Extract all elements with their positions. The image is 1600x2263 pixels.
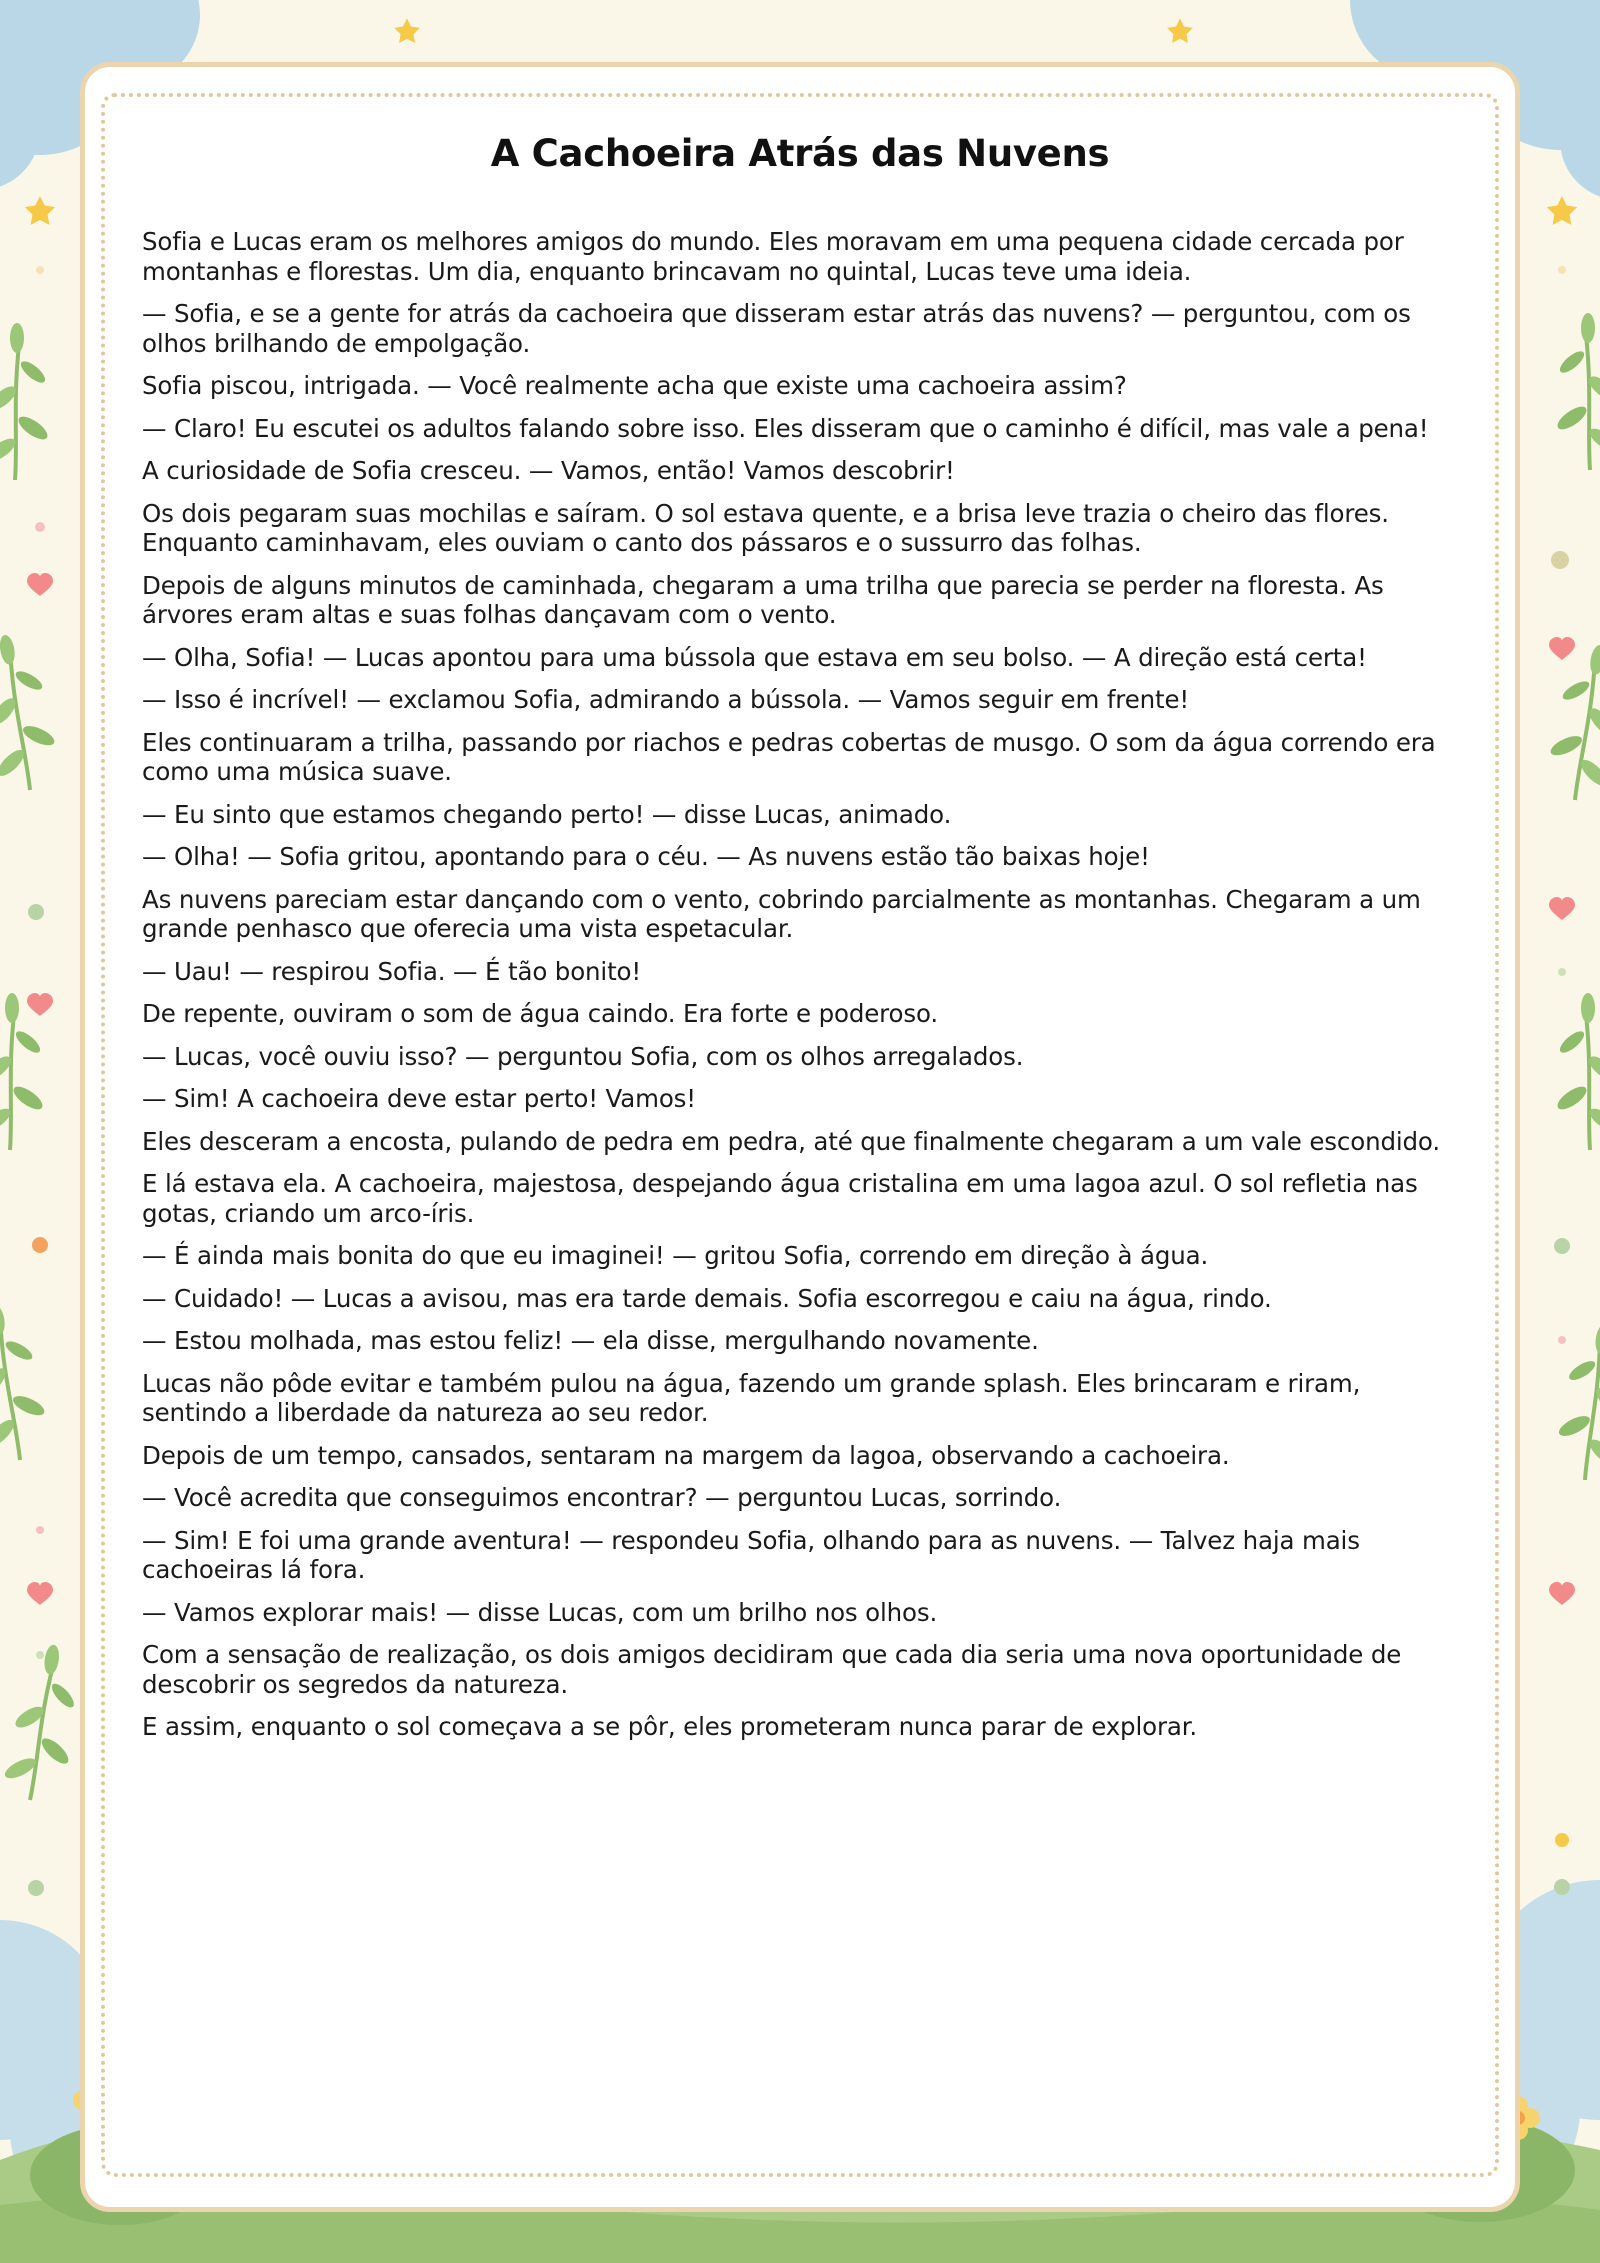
story-paragraph: — Olha, Sofia! — Lucas apontou para uma bússola que estava em seu bolso. — A direção está certa! — [142, 642, 1367, 672]
story-paragraph: — Claro! Eu escutei os adultos falando sobre isso. Eles disseram que o caminho é difícil, mas vale a pena! — [142, 413, 1429, 443]
story-paragraph: As nuvens pareciam estar dançando com o vento, cobrindo parcialmente as montanhas. Chegaram a um grande penhasco que oferecia uma vista espetacular. — [142, 884, 1421, 943]
story-paragraph: Os dois pegaram suas mochilas e saíram. O sol estava quente, e a brisa leve trazia o cheiro das flores. Enquanto caminhavam, eles ouviam o canto dos pássaros e o sussurro das folhas. — [142, 498, 1389, 557]
story-paragraph: Lucas não pôde evitar e também pulou na água, fazendo um grande splash. Eles brincaram e riram, sentindo a liberdade da natureza ao seu redor. — [142, 1368, 1361, 1427]
story-body — [142, 227, 1452, 1755]
story-title: A Cachoeira Atrás das Nuvens — [490, 132, 1110, 175]
story-paragraph: E lá estava ela. A cachoeira, majestosa, despejando água cristalina em uma lagoa azul. O sol refletia nas gotas, criando um arco-íris. — [142, 1169, 1418, 1228]
story-paragraph: Eles continuaram a trilha, passando por riachos e pedras cobertas de musgo. O som da água correndo era como uma música suave. — [142, 727, 1436, 786]
story-paragraph: Depois de um tempo, cansados, sentaram na margem da lagoa, observando a cachoeira. — [142, 1440, 1230, 1470]
story-paragraph: — Eu sinto que estamos chegando perto! — disse Lucas, animado. — [142, 799, 952, 829]
story-paragraph: — Uau! — respirou Sofia. — É tão bonito! — [142, 956, 642, 986]
story-paragraph: Depois de alguns minutos de caminhada, chegaram a uma trilha que parecia se perder na floresta. As árvores eram altas e suas folhas dançavam com o vento. — [142, 570, 1384, 629]
story-paragraph: Com a sensação de realização, os dois amigos decidiram que cada dia seria uma nova oportunidade de descobrir os segredos da natureza. — [142, 1640, 1402, 1699]
story-paragraph: Eles desceram a encosta, pulando de pedra em pedra, até que finalmente chegaram a um vale escondido. — [142, 1126, 1440, 1156]
story-paragraph: — Isso é incrível! — exclamou Sofia, admirando a bússola. — Vamos seguir em frente! — [142, 685, 1190, 714]
story-paragraph: De repente, ouviram o som de água caindo. Era forte e poderoso. — [142, 999, 939, 1028]
story-paragraph: — Lucas, você ouviu isso? — perguntou Sofia, com os olhos arregalados. — [142, 1041, 1024, 1071]
story-paragraph: A curiosidade de Sofia cresceu. — Vamos, então! Vamos descobrir! — [142, 456, 955, 485]
story-paragraph: — Sim! E foi uma grande aventura! — respondeu Sofia, olhando para as nuvens. — Talvez haja mais cachoeiras lá fora. — [142, 1525, 1360, 1584]
story-paragraph: Sofia e Lucas eram os melhores amigos do mundo. Eles moravam em uma pequena cidade cercada por montanhas e florestas. Um dia, enquanto brincavam no quintal, Lucas teve uma ideia. — [142, 227, 1404, 286]
story-paragraph: — Estou molhada, mas estou feliz! — ela disse, mergulhando novamente. — [142, 1326, 1039, 1355]
story-paragraph: — Sofia, e se a gente for atrás da cachoeira que disseram estar atrás das nuvens? — perguntou, com os olhos brilhando de empolgação. — [142, 299, 1411, 358]
story-paragraph: — Cuidado! — Lucas a avisou, mas era tarde demais. Sofia escorregou e caiu na água, rindo. — [142, 1283, 1272, 1313]
story-paragraph: — Vamos explorar mais! — disse Lucas, com um brilho nos olhos. — [142, 1597, 938, 1627]
story-paragraph: — É ainda mais bonita do que eu imaginei! — gritou Sofia, correndo em direção à água. — [142, 1241, 1209, 1270]
story-paragraph: — Olha! — Sofia gritou, apontando para o céu. — As nuvens estão tão baixas hoje! — [142, 842, 1150, 871]
story-paragraph: — Você acredita que conseguimos encontrar? — perguntou Lucas, sorrindo. — [142, 1483, 1062, 1512]
story-paragraph: Sofia piscou, intrigada. — Você realmente acha que existe uma cachoeira assim? — [142, 371, 1127, 400]
story-paragraph: — Sim! A cachoeira deve estar perto! Vamos! — [142, 1084, 696, 1113]
story-paragraph: E assim, enquanto o sol começava a se pôr, eles prometeram nunca parar de explorar. — [142, 1712, 1198, 1741]
